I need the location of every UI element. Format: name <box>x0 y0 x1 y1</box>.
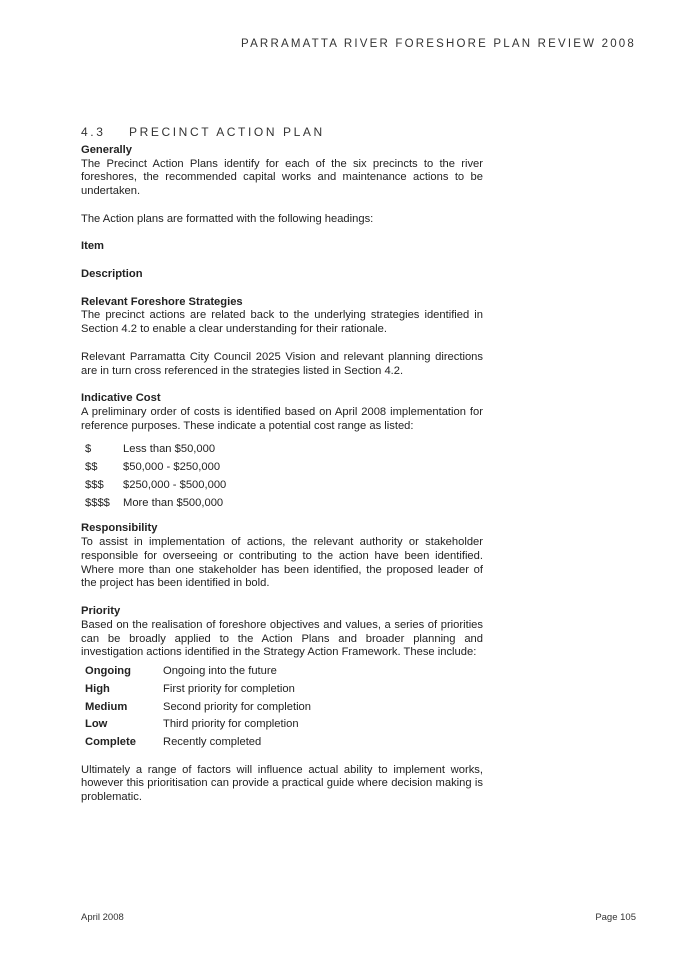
strategies-paragraph-1: The precinct actions are related back to the underlying strategies identified in Section 4.2 to enable a clear understanding for their rationale. <box>81 309 483 336</box>
priority-level: Complete <box>85 735 136 748</box>
responsibility-heading: Responsibility <box>81 522 158 535</box>
table-row <box>81 477 226 495</box>
priority-meaning: First priority for completion <box>163 682 295 695</box>
cost-symbol: $$$$ <box>85 496 110 509</box>
priority-paragraph: Based on the realisation of foreshore objectives and values, a series of priorities can be broadly applied to the Action Plans and broader planning and investigation actions identified in the Strategy Action Framework. These include: <box>81 618 483 659</box>
generally-paragraph: The Precinct Action Plans identify for each of the six precincts to the river foreshores, the recommended capital works and maintenance actions to be undertaken. <box>81 157 483 198</box>
section-title: PRECINCT ACTION PLAN <box>129 125 325 139</box>
cost-heading: Indicative Cost <box>81 392 161 405</box>
strategies-paragraph-2: Relevant Parramatta City Council 2025 Vision and relevant planning directions are in turn cross referenced in the strategies listed in Section 4.2. <box>81 350 483 377</box>
priority-table <box>81 663 311 751</box>
responsibility-paragraph: To assist in implementation of actions, the relevant authority or stakeholder responsible for overseeing or contributing to the action have been identified. Where more than one stakeholder has been identified, the proposed leader of the project has been identified in bold. <box>81 536 483 590</box>
cost-range: $50,000 - $250,000 <box>123 461 221 474</box>
item-heading: Item <box>81 240 105 253</box>
priority-meaning: Second priority for completion <box>163 700 311 713</box>
priority-level: Low <box>85 718 108 731</box>
closing-paragraph: Ultimately a range of factors will influence actual ability to implement works, however this prioritisation can provide a practical guide where decision making is problematic. <box>81 763 483 804</box>
table-row <box>81 681 311 699</box>
priority-level: High <box>85 682 110 695</box>
table-row <box>81 716 311 734</box>
table-row <box>81 734 311 752</box>
priority-meaning: Recently completed <box>163 735 262 748</box>
footer-page-number: Page 105 <box>595 912 636 923</box>
table-row <box>81 459 226 477</box>
cost-symbol: $ <box>85 443 92 456</box>
headings-intro-paragraph: The Action plans are formatted with the following headings: <box>81 212 374 225</box>
section-number: 4.3 <box>81 125 106 139</box>
priority-level: Medium <box>85 700 128 713</box>
section-heading <box>81 126 483 140</box>
cost-range: $250,000 - $500,000 <box>123 478 227 491</box>
cost-symbol: $$$ <box>85 478 104 491</box>
cost-paragraph: A preliminary order of costs is identified based on April 2008 implementation for reference purposes. These indicate a potential cost range as listed: <box>81 405 483 432</box>
priority-level: Ongoing <box>85 665 131 678</box>
cost-symbol: $$ <box>85 461 98 474</box>
footer-date: April 2008 <box>81 912 124 923</box>
cost-range: Less than $50,000 <box>123 443 216 456</box>
table-row <box>81 663 311 681</box>
description-heading: Description <box>81 267 143 280</box>
page-content <box>81 126 483 805</box>
document-header: PARRAMATTA RIVER FORESHORE PLAN REVIEW 2008 <box>241 38 636 50</box>
table-row <box>81 495 226 513</box>
strategies-heading: Relevant Foreshore Strategies <box>81 295 243 308</box>
priority-meaning: Third priority for completion <box>163 718 299 731</box>
table-row <box>81 699 311 717</box>
priority-meaning: Ongoing into the future <box>163 665 277 678</box>
cost-table <box>81 442 226 513</box>
generally-heading: Generally <box>81 143 132 156</box>
priority-heading: Priority <box>81 605 121 618</box>
cost-range: More than $500,000 <box>123 496 224 509</box>
table-row <box>81 442 226 460</box>
